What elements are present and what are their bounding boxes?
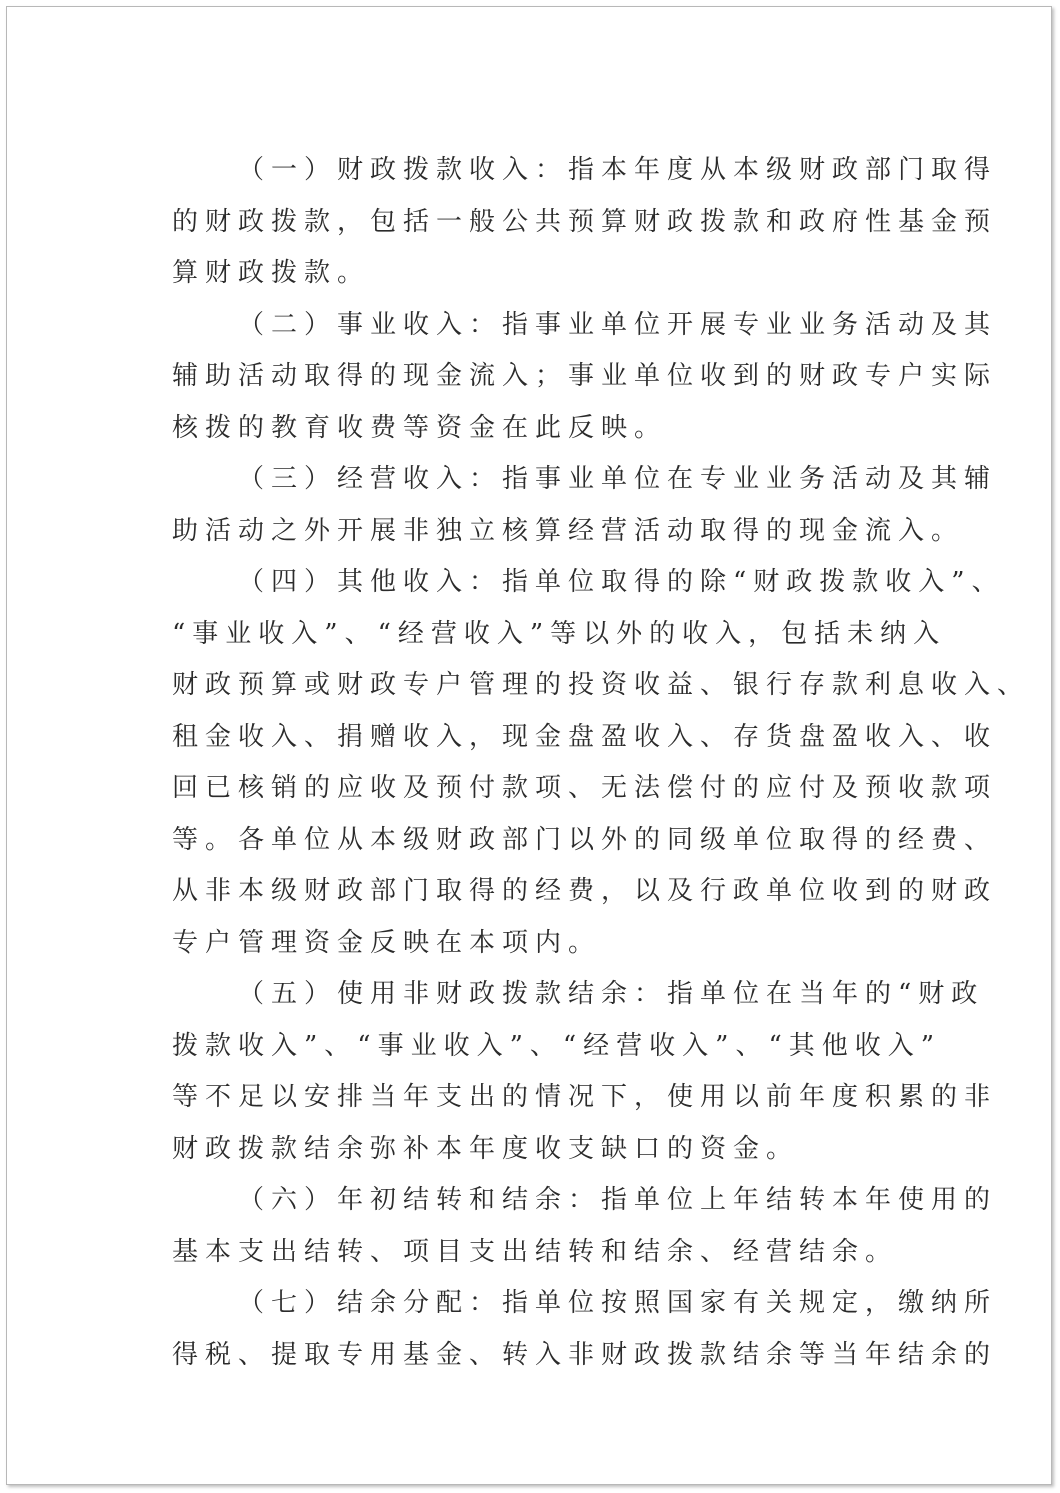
text-line: 财政拨款结余弥补本年度收支缺口的资金。 bbox=[172, 1133, 800, 1164]
text-line: 得税、提取专用基金、转入非财政拨款结余等当年结余的 bbox=[172, 1339, 998, 1370]
text-line: 财政预算或财政专户管理的投资收益、银行存款利息收入、 bbox=[172, 670, 1031, 700]
paragraph-3 bbox=[172, 454, 998, 557]
text-line: （五）使用非财政拨款结余：指单位在当年的“财政 bbox=[238, 979, 985, 1009]
document-page bbox=[6, 6, 1052, 1485]
text-line: 助活动之外开展非独立核算经营活动取得的现金流入。 bbox=[172, 515, 965, 546]
text-line: （三）经营收入：指事业单位在专业业务活动及其辅 bbox=[238, 464, 998, 494]
text-line: 租金收入、捐赠收入，现金盘盈收入、存货盘盈收入、收 bbox=[172, 721, 998, 752]
text-line: （六）年初结转和结余：指单位上年结转本年使用的 bbox=[238, 1185, 998, 1215]
text-line: 等。各单位从本级财政部门以外的同级单位取得的经费、 bbox=[172, 824, 998, 855]
text-line: “事业收入”、“经营收入”等以外的收入，包括未纳入 bbox=[172, 618, 947, 649]
text-line: 辅助活动取得的现金流入；事业单位收到的财政专户实际 bbox=[172, 361, 998, 391]
paragraph-2 bbox=[172, 300, 998, 455]
document-body bbox=[172, 145, 1031, 1381]
text-line: （四）其他收入：指单位取得的除“财政拨款收入”、 bbox=[238, 567, 1005, 597]
paragraph-5 bbox=[172, 969, 998, 1175]
text-line: （七）结余分配：指单位按照国家有关规定，缴纳所 bbox=[238, 1288, 998, 1318]
text-line: 基本支出结转、项目支出结转和结余、经营结余。 bbox=[172, 1236, 899, 1267]
text-line: 等不足以安排当年支出的情况下，使用以前年度积累的非 bbox=[172, 1082, 998, 1112]
text-line: 回已核销的应收及预付款项、无法偿付的应付及预收款项 bbox=[172, 773, 998, 803]
paragraph-1 bbox=[172, 145, 998, 300]
paragraph-6 bbox=[172, 1175, 998, 1278]
paragraph-4 bbox=[172, 557, 1031, 969]
text-line: （二）事业收入：指事业单位开展专业业务活动及其 bbox=[238, 309, 998, 340]
text-line: 的财政拨款，包括一般公共预算财政拨款和政府性基金预 bbox=[172, 206, 998, 237]
paragraph-7 bbox=[172, 1278, 998, 1381]
text-line: 核拨的教育收费等资金在此反映。 bbox=[172, 412, 668, 443]
text-line: 算财政拨款。 bbox=[172, 258, 371, 288]
text-line: （一）财政拨款收入：指本年度从本级财政部门取得 bbox=[238, 155, 998, 185]
text-line: 拨款收入”、“事业收入”、“经营收入”、“其他收入” bbox=[172, 1030, 942, 1061]
text-line: 从非本级财政部门取得的经费，以及行政单位收到的财政 bbox=[172, 876, 998, 906]
text-line: 专户管理资金反映在本项内。 bbox=[172, 927, 602, 958]
